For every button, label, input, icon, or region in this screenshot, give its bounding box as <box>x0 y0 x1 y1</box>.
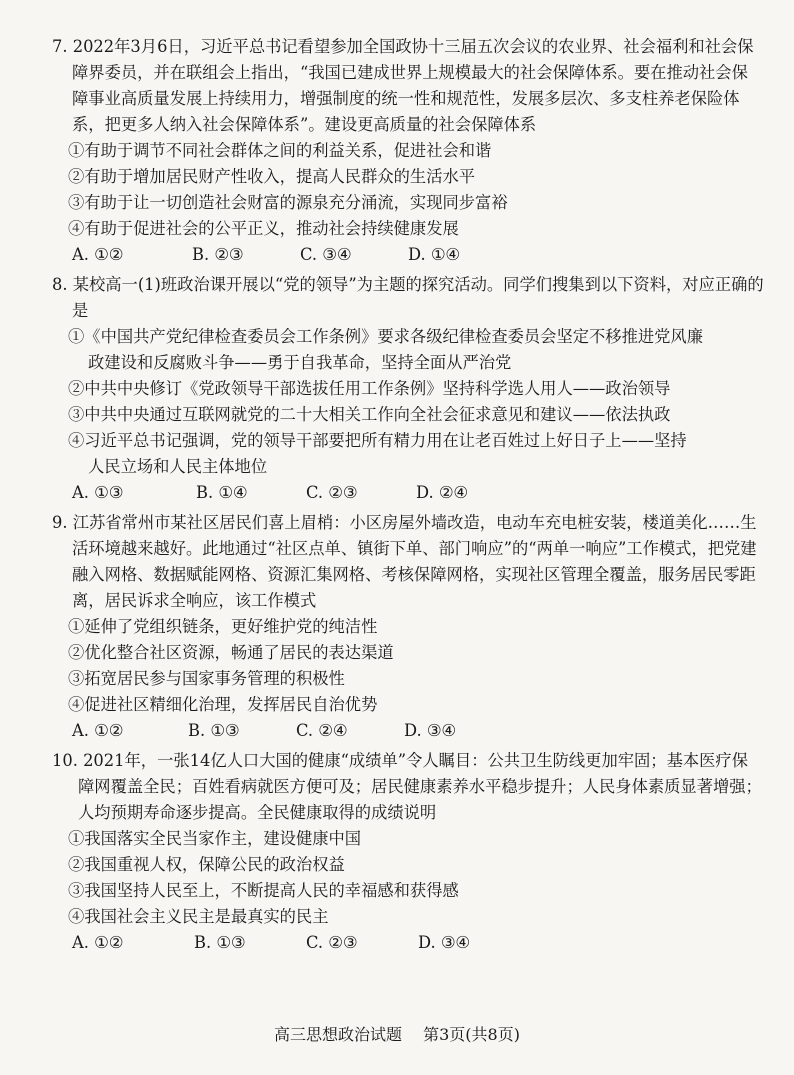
choice-c: C. ③④ <box>300 245 352 264</box>
choice-a: A. ①② <box>72 245 124 264</box>
page-footer <box>0 1022 794 1045</box>
option-3: ③拓宽居民参与国家事务管理的积极性 <box>68 669 345 688</box>
option-1: ①我国落实全民当家作主，建设健康中国 <box>68 829 362 848</box>
option-1: ①延伸了党组织链条，更好维护党的纯洁性 <box>68 617 378 636</box>
choice-d: D. ②④ <box>416 483 469 502</box>
question-stem: 9. 江苏省常州市某社区居民们喜上眉梢：小区房屋外墙改造，电动车充电桩安装，楼道美化……生活环境越来越好。此地通过“社区点单、镇街下单、部门响应”的“两单一响应”工作模式，把党建融入网格、数据赋能网格、资源汇集网格、考核保障网格，实现社区管理全覆盖，服务居民零距离，居民诉求全响应，该工作模式 <box>52 513 757 610</box>
option-4-continued: 人民立场和人民主体地位 <box>88 457 268 476</box>
option-1: ①《中国共产党纪律检查委员会工作条例》要求各级纪律检查委员会坚定不移推进党风廉 <box>68 327 703 346</box>
question-stem: 8. 某校高一(1)班政治课开展以“党的领导”为主题的探究活动。同学们搜集到以下资料，对应正确的是 <box>52 275 764 320</box>
question-stem: 10. 2021年，一张14亿人口大国的健康“成绩单”令人瞩目：公共卫生防线更加牢固；基本医疗保障网覆盖全民；百姓看病就医方便可及；居民健康素养水平稳步提升；人民身体素质显著增强；人均预期寿命逐步提高。全民健康取得的成绩说明 <box>52 751 762 822</box>
choice-d: D. ③④ <box>404 721 457 740</box>
option-2: ②中共中央修订《党政领导干部选拔任用工作条例》坚持科学选人用人——政治领导 <box>68 379 671 398</box>
answer-choices <box>52 718 764 744</box>
option-4: ④我国社会主义民主是最真实的民主 <box>68 907 329 926</box>
answer-choices <box>52 930 764 956</box>
question-7 <box>52 34 764 268</box>
choice-a: A. ①③ <box>72 483 124 502</box>
choice-c: C. ②④ <box>296 721 348 740</box>
option-3: ③中共中央通过互联网就党的二十大相关工作向全社会征求意见和建议——依法执政 <box>68 405 671 424</box>
exam-subject: 高三思想政治试题 <box>274 1025 403 1044</box>
choice-c: C. ②③ <box>306 933 358 952</box>
option-2: ②有助于增加居民财产性收入，提高人民群众的生活水平 <box>68 167 476 186</box>
choice-b: B. ①③ <box>194 933 246 952</box>
choice-c: C. ②③ <box>306 483 358 502</box>
option-3: ③有助于让一切创造社会财富的源泉充分涌流，实现同步富裕 <box>68 193 508 212</box>
option-4: ④促进社区精细化治理，发挥居民自治优势 <box>68 695 378 714</box>
question-9 <box>52 510 764 744</box>
choice-a: A. ①② <box>72 721 124 740</box>
choice-a: A. ①② <box>72 933 124 952</box>
choice-d: D. ③④ <box>418 933 471 952</box>
question-10 <box>52 748 764 956</box>
choice-b: B. ①③ <box>188 721 240 740</box>
option-4: ④有助于促进社会的公平正义，推动社会持续健康发展 <box>68 219 459 238</box>
question-8 <box>52 272 764 506</box>
answer-choices <box>52 480 764 506</box>
question-stem: 7. 2022年3月6日，习近平总书记看望参加全国政协十三届五次会议的农业界、社会福利和社会保障界委员，并在联组会上指出，“我国已建成世界上规模最大的社会保障体系。要在推动社会保障事业高质量发展上持续用力，增强制度的统一性和规范性，发展多层次、多支柱养老保险体系，把更多人纳入社会保障体系”。建设更高质量的社会保障体系 <box>52 37 754 134</box>
page-number: 第3页(共8页) <box>423 1025 520 1044</box>
choice-b: B. ②③ <box>192 245 244 264</box>
option-2: ②优化整合社区资源，畅通了居民的表达渠道 <box>68 643 394 662</box>
choice-d: D. ①④ <box>408 245 461 264</box>
option-1: ①有助于调节不同社会群体之间的利益关系，促进社会和谐 <box>68 141 492 160</box>
option-3: ③我国坚持人民至上，不断提高人民的幸福感和获得感 <box>68 881 459 900</box>
option-2: ②我国重视人权，保障公民的政治权益 <box>68 855 345 874</box>
choice-b: B. ①④ <box>196 483 248 502</box>
option-1-continued: 政建设和反腐败斗争——勇于自我革命，坚持全面从严治党 <box>88 353 512 372</box>
option-4: ④习近平总书记强调，党的领导干部要把所有精力用在让老百姓过上好日子上——坚持 <box>68 431 687 450</box>
answer-choices <box>52 242 764 268</box>
